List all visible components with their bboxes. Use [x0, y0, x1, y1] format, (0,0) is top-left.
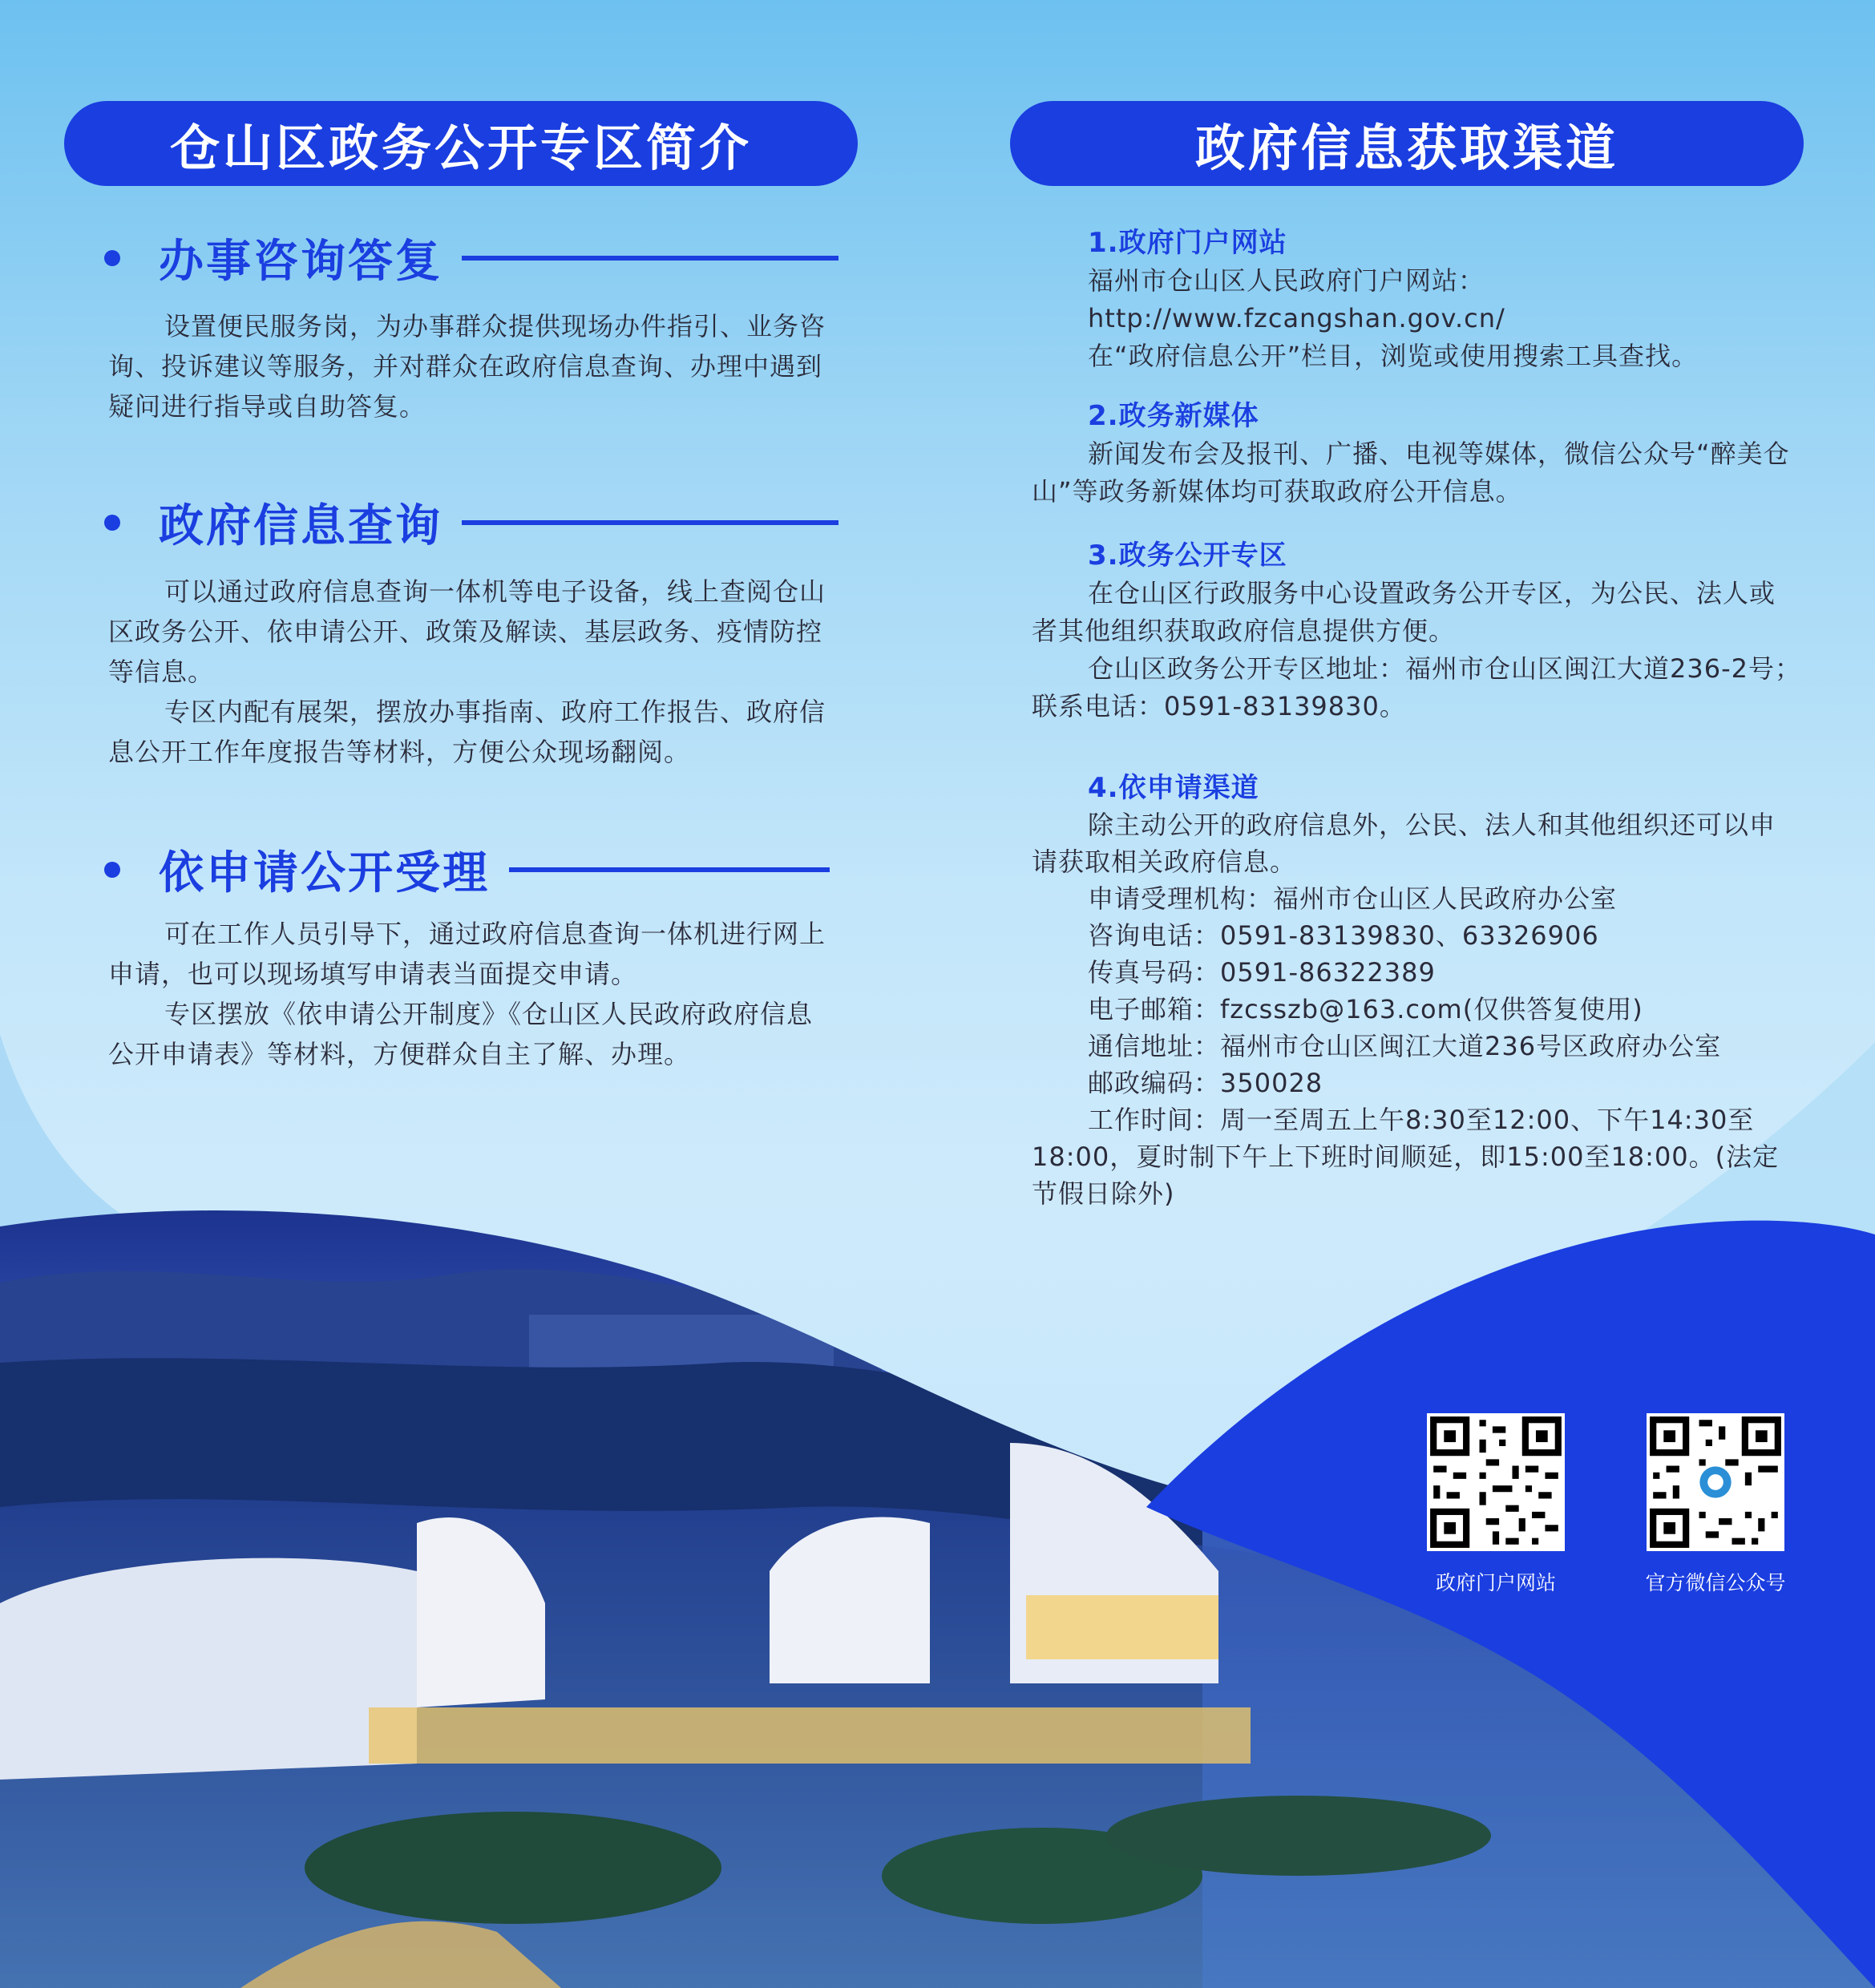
channel-title: 3.政务公开专区: [1088, 539, 1287, 572]
left-title: 仓山区政务公开专区简介: [169, 118, 752, 177]
right-title-banner: [1010, 101, 1804, 186]
website-qr-code[interactable]: [1427, 1413, 1565, 1551]
bullet-icon: [104, 515, 120, 531]
wechat-qr-label: 官方微信公众号: [1645, 1571, 1786, 1594]
divider-line: [509, 867, 830, 872]
divider-line: [462, 256, 838, 261]
channel-text: 新闻发布会及报刊、广播、电视等媒体，微信公众号“醉美仓山”等政务新媒体均可获取政府公开信息。: [1032, 438, 1790, 507]
address-text: 通信地址：福州市仓山区闽江大道236号区政府办公室: [1088, 1031, 1722, 1061]
section-title: 依申请公开受理: [159, 847, 490, 899]
right-title: 政府信息获取渠道: [1194, 118, 1618, 177]
paragraph: 专区摆放《依申请公开制度》《仓山区人民政府政府信息公开申请表》等材料，方便群众自主了解、办理。: [108, 999, 814, 1069]
qr-code-icon: [1427, 1413, 1565, 1551]
channel-new-media: [1032, 398, 1801, 511]
office-text: 申请受理机构：福州市仓山区人民政府办公室: [1088, 883, 1618, 914]
bullet-icon: [104, 250, 120, 266]
channel-text: 仓山区政务公开专区地址：福州市仓山区闽江大道236-2号；联系电话：0591-83139830。: [1032, 653, 1801, 721]
paragraph: 可以通过政府信息查询一体机等电子设备，线上查阅仓山区政务公开、依申请公开、政策及解读、基层政务、疫情防控等信息。: [108, 576, 826, 687]
section-body-query: [108, 572, 834, 772]
website-url-link[interactable]: http://www.fzcangshan.gov.cn/: [1088, 303, 1505, 333]
section-heading-query: [104, 491, 838, 555]
channel-website: [1032, 224, 1801, 375]
qr-code-icon: [1647, 1413, 1784, 1551]
section-title: 政府信息查询: [159, 500, 442, 552]
channel-title: 1.政府门户网站: [1088, 227, 1287, 259]
wechat-qr-code[interactable]: [1647, 1413, 1784, 1551]
section-heading-consult: [104, 226, 838, 290]
website-qr-label: 政府门户网站: [1435, 1571, 1556, 1594]
channel-zone: [1032, 537, 1801, 725]
paragraph: 可在工作人员引导下，通过政府信息查询一体机进行网上申请，也可以现场填写申请表当面提交申请。: [108, 919, 826, 989]
fax-text: 传真号码：0591-86322389: [1088, 957, 1436, 988]
channel-title: 2.政务新媒体: [1088, 400, 1259, 432]
hours-text: 工作时间：周一至周五上午8:30至12:00、下午14:30至18:00，夏时制下午上下班时间顺延，即15:00至18:00。(法定节假日除外): [1032, 1105, 1780, 1209]
channel-title: 4.依申请渠道: [1088, 772, 1259, 804]
paragraph: 专区内配有展架，摆放办事指南、政府工作报告、政府信息公开工作年度报告等材料，方便公众现场翻阅。: [108, 697, 826, 767]
section-body-application: [108, 914, 834, 1074]
paragraph: 设置便民服务岗，为办事群众提供现场办件指引、业务咨询、投诉建议等服务，并对群众在政府信息查询、办理中遇到疑问进行指导或自助答复。: [108, 311, 826, 422]
channel-text: 福州市仓山区人民政府门户网站：: [1088, 265, 1485, 296]
section-body-consult: [108, 306, 834, 426]
section-heading-application: [104, 838, 830, 902]
bullet-icon: [104, 862, 120, 878]
channel-application: [1032, 770, 1801, 1212]
email-text: 电子邮箱：fzcsszb@163.com(仅供答复使用): [1088, 994, 1643, 1024]
divider-line: [462, 520, 838, 525]
channel-text: 在仓山区行政服务中心设置政务公开专区，为公民、法人或者其他组织获取政府信息提供方便。: [1032, 578, 1776, 646]
channel-text: 除主动公开的政府信息外，公民、法人和其他组织还可以申请获取相关政府信息。: [1032, 810, 1776, 877]
section-title: 办事咨询答复: [159, 236, 442, 288]
left-title-banner: [64, 101, 858, 186]
postcode-text: 邮政编码：350028: [1088, 1068, 1323, 1098]
channel-text: 在“政府信息公开”栏目，浏览或使用搜索工具查找。: [1088, 341, 1699, 371]
phone-text: 咨询电话：0591-83139830、63326906: [1088, 920, 1599, 951]
